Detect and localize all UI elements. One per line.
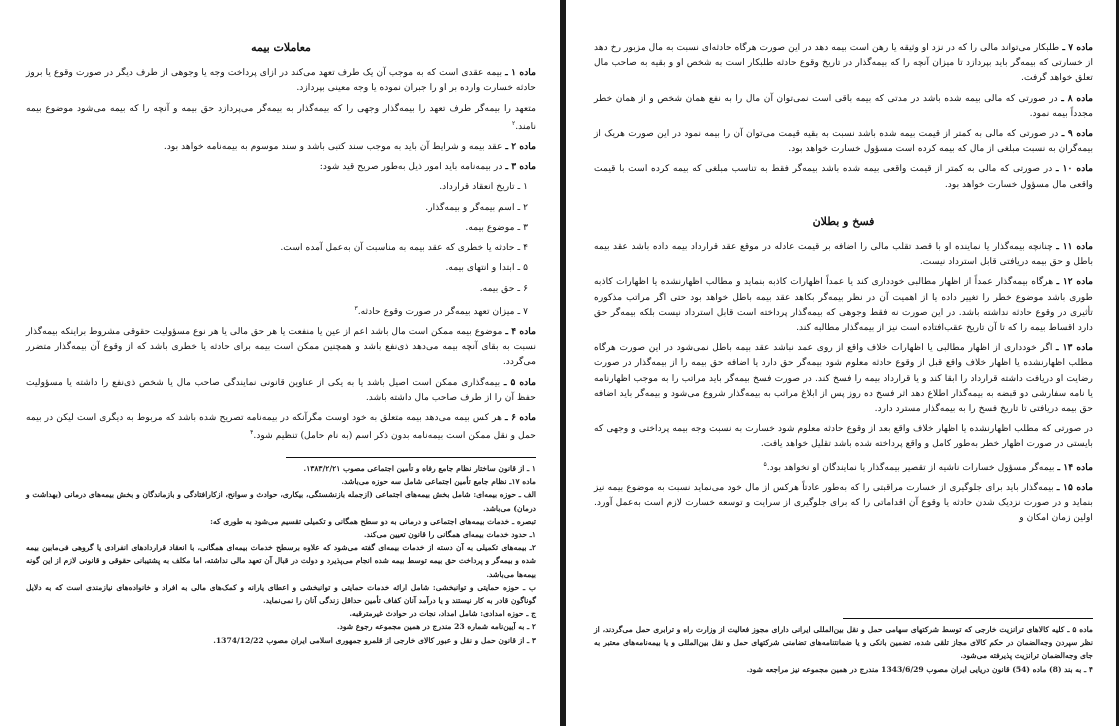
footnote: تبصره ـ خدمات بیمه‌های اجتماعی و درمانی به دو سطح همگانی و تکمیلی تقسیم می‌شود به طوری که: bbox=[210, 516, 536, 526]
footnote: ماده ۱۷ـ نظام جامع تأمین اجتماعی شامل سه حوزه می‌باشد. bbox=[341, 477, 536, 487]
article-label: ماده ۱۰ ـ bbox=[1055, 163, 1094, 175]
article-text: اگر خودداری از اظهار مطالبی یا اظهارات خلاف واقع از روی عمد نباشد عقد بیمه باطل نمی‌شود در این صورت هرگاه مطلب اظهارنشده یا اظهار خلاف واقع قبل از وقوع حادثه معلوم شود بیمه‌گر حق دارد یا اضافه حق بیمه را از بیمه‌گذار در صورت رضایت او دریافت داشته قرارداد را ابقا کند و یا قرارداد بیمه را فسخ کند. در صورت فسخ بیمه‌گر باید مراتب را به موجب اظهارنامه یا نامه سفارشی دو قبضه به بیمه‌گذار اطلاع دهد اثر فسخ ده روز پس از ابلاغ مراتب به بیمه‌گذار شروع می‌شود و بیمه‌گر باید اضافه حق بیمه دریافتی تا تاریخ فسخ را به بیمه‌گذار مسترد دارد. bbox=[594, 342, 1093, 415]
footnote: ماده ۵ ـ کلیه کالاهای ترانزیت خارجی که توسط شرکتهای سهامی حمل و نقل بین‌المللی ایرانی دارای مجوز فعالیت از وزارت راه و ترابری حمل می‌گردند، از نظر سپردن وجه‌الضمان در حکم کالای مجاز تلقی شده، تضمین بانکی و یا ضمانتنامه‌های تضامنی شرکتهای حمل و نقل بین‌المللی و یا بیمه‌نامه‌های معتبر به جای وجه‌الضمان ترانزیت پذیرفته می‌شود. bbox=[594, 625, 1093, 661]
right-page-content bbox=[594, 40, 1093, 526]
article-text: ۳ ـ موضوع بیمه. bbox=[465, 221, 528, 233]
footnote: ۲ـ بیمه‌های تکمیلی به آن دسته از خدمات بیمه‌ای گفته می‌شود که علاوه برسطح خدمات بیمه‌ای همگانی، با انعقاد قراردادهای انفرادی یا گروهی فی‌مابین بیمه شده و بیمه‌گر و پرداخت حق بیمه توسط بیمه شده انجام می‌پذیرد و دولت در قبال آن تعهد مالی نداشته، اما مکلف به پشتیبانی حقوقی و قانونی لازم از این گونه بیمه‌ها می‌باشد. bbox=[26, 543, 536, 579]
left-footnotes bbox=[26, 462, 536, 647]
section-title-termination: فسخ و بطلان bbox=[812, 214, 875, 228]
footnote: ج ـ حوزه امدادی: شامل امداد، نجات در حوادث غیرمترقبه. bbox=[349, 609, 536, 619]
article-text: هر کس بیمه می‌دهد بیمه متعلق به خود اوست مگرآنکه در بیمه‌نامه تصریح شده باشد که مربوط به دیگری است لیکن در بیمه حمل و نقل ممکن است بیمه‌نامه بدون ذکر اسم (به نام حامل) تنظیم شود. bbox=[26, 411, 536, 442]
article-paragraph bbox=[594, 239, 1093, 269]
right-page bbox=[566, 0, 1119, 726]
list-item bbox=[26, 220, 536, 235]
article-paragraph bbox=[594, 274, 1093, 335]
article-label: ماده ۵ ـ bbox=[503, 376, 536, 388]
article-label: ماده ۳ ـ bbox=[505, 161, 536, 173]
paragraph bbox=[594, 421, 1093, 451]
right-articles-a bbox=[594, 40, 1093, 192]
article-paragraph bbox=[594, 126, 1093, 156]
footnote: ۱ ـ از قانون ساختار نظام جامع رفاه و تأمین اجتماعی مصوب ۱۳۸۳/۲/۲۱. bbox=[303, 464, 536, 473]
footnote-ref: ۳ bbox=[354, 304, 358, 312]
article-text: طلبکار می‌تواند مالی را که در نزد او وثیقه یا رهن است بیمه دهد در این صورت هرگاه حادثه‌ای نسبت به مال مزبور رخ دهد از خسارتی که بیمه‌گر باید بپردازد تا میزان آنچه را که بیمه‌گذار در تاریخ وقوع حادثه طلبکار است به شخص او و بقیه به صاحب مال تعلق خواهد گرفت. bbox=[594, 42, 1093, 84]
footnote: ۳ ـ از قانون حمل و نقل و عبور کالای خارجی از قلمرو جمهوری اسلامی ایران مصوب 1374/12/22. bbox=[213, 635, 536, 645]
article-text: چنانچه بیمه‌گذار یا نماینده او با قصد تقلب مالی را اضافه بر قیمت عادله در موقع عقد قرارداد بیمه داده باشد عقد بیمه باطل و حق بیمه دریافتی قابل استرداد نیست. bbox=[594, 241, 1093, 268]
article-text: بیمه‌گذاری ممکن است اصیل باشد یا به یکی از عناوین قانونی نمایندگی صاحب مال یا شخص ذی‌نفع را داشته یا مسؤولیت حفظ آن را از طرف صاحب مال داشته باشد. bbox=[26, 376, 536, 403]
list-item bbox=[26, 240, 536, 255]
article-label: ماده ۴ ـ bbox=[505, 325, 537, 337]
footnote: ۱ـ حدود خدمات بیمه‌ای همگانی را قانون تعیین می‌کند. bbox=[363, 530, 536, 540]
article-text: متعهد را بیمه‌گر طرف تعهد را بیمه‌گذار وجهی را که بیمه‌گذار به بیمه‌گر می‌پردازد حق بیمه و آنچه را که بیمه می‌شود موضوع بیمه نامند. bbox=[26, 102, 536, 132]
right-articles-b bbox=[594, 239, 1093, 526]
left-footnotes-area bbox=[26, 457, 536, 647]
article-paragraph bbox=[594, 161, 1093, 191]
article-label: ماده ۲ ـ bbox=[505, 141, 536, 153]
article-label: ماده ۱۴ ـ bbox=[1057, 461, 1093, 473]
footnote-rule bbox=[286, 457, 536, 458]
article-paragraph bbox=[594, 40, 1093, 86]
list-item bbox=[26, 179, 536, 194]
article-text: در صورتی که مالی بیمه شده باشد در مدتی که بیمه باقی است نمی‌توان آن مال را به نفع همان شخص و از همان خطر مجدداً بیمه نمود. bbox=[594, 92, 1093, 119]
article-paragraph bbox=[26, 159, 536, 174]
article-text: عقد بیمه و شرایط آن باید به موجب سند کتبی باشد و سند موسوم به بیمه‌نامه خواهد بود. bbox=[163, 141, 506, 153]
article-text: ۶ ـ حق بیمه. bbox=[479, 282, 528, 294]
footnote-rule bbox=[843, 618, 1093, 619]
article-text: در بیمه‌نامه باید امور ذیل به‌طور صریح قید شود: bbox=[319, 161, 506, 173]
article-text: موضوع بیمه ممکن است مال باشد اعم از عین یا منفعت یا هر حق مالی یا هر نوع مسؤولیت حقوقی مشروط براینکه بیمه‌گذار نسبت به بقای آنچه بیمه می‌دهد ذی‌نفع باشد و همچنین ممکن است بیمه برای حادثه یا خطری باشد که از وقوع آن بیمه‌گذار متضرر می‌گردد. bbox=[26, 325, 536, 368]
article-label: ماده ۶ ـ bbox=[505, 411, 536, 423]
article-text: ۲ ـ اسم بیمه‌گر و بیمه‌گذار. bbox=[425, 201, 528, 213]
list-item bbox=[26, 281, 536, 296]
article-paragraph bbox=[594, 457, 1093, 475]
article-paragraph bbox=[26, 65, 536, 95]
list-item bbox=[26, 200, 536, 215]
article-text: در صورتی که مالی به کمتر از قیمت بیمه شده باشد نسبت به بقیه قیمت می‌توان آن را بیمه نمود در این صورت هریک از بیمه‌گران به نسبت مبلغی از مال که بیمه کرده است مسؤول خسارت خواهد بود. bbox=[594, 128, 1093, 155]
article-paragraph bbox=[26, 375, 536, 405]
footnote-ref: ۵ bbox=[763, 460, 767, 468]
left-page-content bbox=[26, 40, 536, 443]
footnote-ref: ۲ bbox=[511, 119, 516, 127]
left-articles bbox=[26, 65, 536, 443]
paragraph bbox=[26, 101, 536, 134]
article-paragraph bbox=[26, 139, 536, 154]
article-paragraph bbox=[594, 480, 1093, 526]
footnote: الف ـ حوزه بیمه‌ای: شامل بخش بیمه‌های اجتماعی (ازجمله بازنشستگی، بیکاری، حوادث و سوانح، ازکارافتادگی و بازماندگان و بخش بیمه‌های درمانی (بهداشت و درمان) می‌باشد. bbox=[26, 490, 536, 513]
list-item bbox=[26, 301, 536, 319]
section-title-insurance-transactions: معاملات بیمه bbox=[251, 41, 311, 54]
article-text: در صورتی که مالی به کمتر از قیمت واقعی بیمه شده باشد بیمه‌گر فقط به تناسب مبلغی که بیمه کرده است با قیمت واقعی مال مسؤول خسارت خواهد بود. bbox=[594, 163, 1093, 190]
article-text: بیمه عقدی است که به موجب آن یک طرف تعهد می‌کند در ازای پرداخت وجه یا وجوهی از طرف دیگر در صورت وقوع یا بروز حادثه خسارت وارده بر او را جبران نموده یا وجه معینی بپردازد. bbox=[26, 67, 536, 94]
article-text: بیمه‌گذار باید برای جلوگیری از خسارت مراقبتی را که به‌طور عادتاً هرکس از مال خود می‌نماید نسبت به موضوع بیمه نیز بنماید و در صورت نزدیک شدن حادثه یا وقوع آن اقداماتی را که برای جلوگیری از سرایت و توسعه خسارت لازم است به‌عمل آورد. اولین زمان امکان و bbox=[594, 481, 1093, 524]
article-label: ماده ۱۱ ـ bbox=[1056, 241, 1093, 253]
article-label: ماده ۱۵ ـ bbox=[1056, 481, 1094, 493]
list-item bbox=[26, 260, 536, 275]
footnote: ۲ ـ به آیین‌نامه شماره 23 مندرج در همین مجموعه رجوع شود. bbox=[336, 622, 536, 632]
article-text: ۱ ـ تاریخ انعقاد قرارداد. bbox=[439, 181, 528, 193]
article-text: در صورتی که مطلب اظهارنشده یا اظهار خلاف واقع بعد از وقوع حادثه معلوم شود خسارت به نسبت وجه بیمه پرداختی و وجهی که بایستی در صورت اظهار خطر به‌طور کامل و واقع پرداخته شده باشد تقلیل خواهد یافت. bbox=[594, 423, 1093, 450]
article-label: ماده ۷ ـ bbox=[1062, 42, 1094, 53]
article-text: بیمه‌گر مسؤول خسارات ناشیه از تقصیر بیمه‌گذار یا نمایندگان او نخواهد بود. bbox=[766, 461, 1058, 473]
footnote: ۴ ـ به بند (8) ماده (54) قانون دریایی ایران مصوب 1343/6/29 مندرج در همین مجموعه نیز مراجعه شود. bbox=[746, 664, 1093, 674]
footnote: ب ـ حوزه حمایتی و توانبخشی: شامل ارائه خدمات حمایتی و توانبخشی و اعطای یارانه و کمک‌های مالی به افراد و خانواده‌های نیازمندی است که به دلایل گوناگون قادر به کار نیستند و یا درآمد آنان کفاف تأمین حداقل زندگی آنان را نمی‌نماید. bbox=[26, 582, 536, 606]
article-paragraph bbox=[594, 340, 1093, 416]
article-text: ۴ ـ حادثه یا خطری که عقد بیمه به مناسبت آن به‌عمل آمده است. bbox=[280, 242, 528, 254]
right-footnotes bbox=[594, 623, 1093, 676]
article-label: ماده ۸ ـ bbox=[1061, 92, 1094, 104]
article-label: ماده ۱۳ ـ bbox=[1056, 342, 1094, 354]
article-label: ماده ۹ ـ bbox=[1061, 128, 1094, 140]
article-label: ماده ۱ ـ bbox=[505, 67, 537, 79]
footnote-ref: ۴ bbox=[250, 429, 254, 437]
article-paragraph bbox=[594, 91, 1093, 121]
article-paragraph bbox=[26, 324, 536, 370]
article-text: هرگاه بیمه‌گذار عمداً از اظهار مطالبی خودداری کند یا عمداً اظهارات کاذبه بنماید و مطالب اظهارنشده یا اظهارات کاذبه طوری باشد موضوع خطر را تغییر داده یا از اهمیت آن در نظر بیمه‌گر بکاهد عقد بیمه باطل خواهد بود حتی اگر مراتب مذکوره تأثیری در وقوع حادثه نداشته باشد. در این صورت نه فقط وجوهی که بیمه‌گذار پرداخته است قابل استرداد نیست بلکه بیمه‌گر حق دارد اقساط بیمه را که تا آن تاریخ عقب‌افتاده است نیز از بیمه‌گذار مطالبه کند. bbox=[594, 276, 1093, 334]
article-label: ماده ۱۲ ـ bbox=[1056, 276, 1094, 288]
article-text: ۷ ـ میزان تعهد بیمه‌گر در صورت وقوع حادثه. bbox=[357, 305, 528, 317]
article-paragraph bbox=[26, 410, 536, 443]
right-footnotes-area bbox=[594, 618, 1093, 676]
article-text: ۵ ـ ابتدا و انتهای بیمه. bbox=[445, 262, 528, 274]
